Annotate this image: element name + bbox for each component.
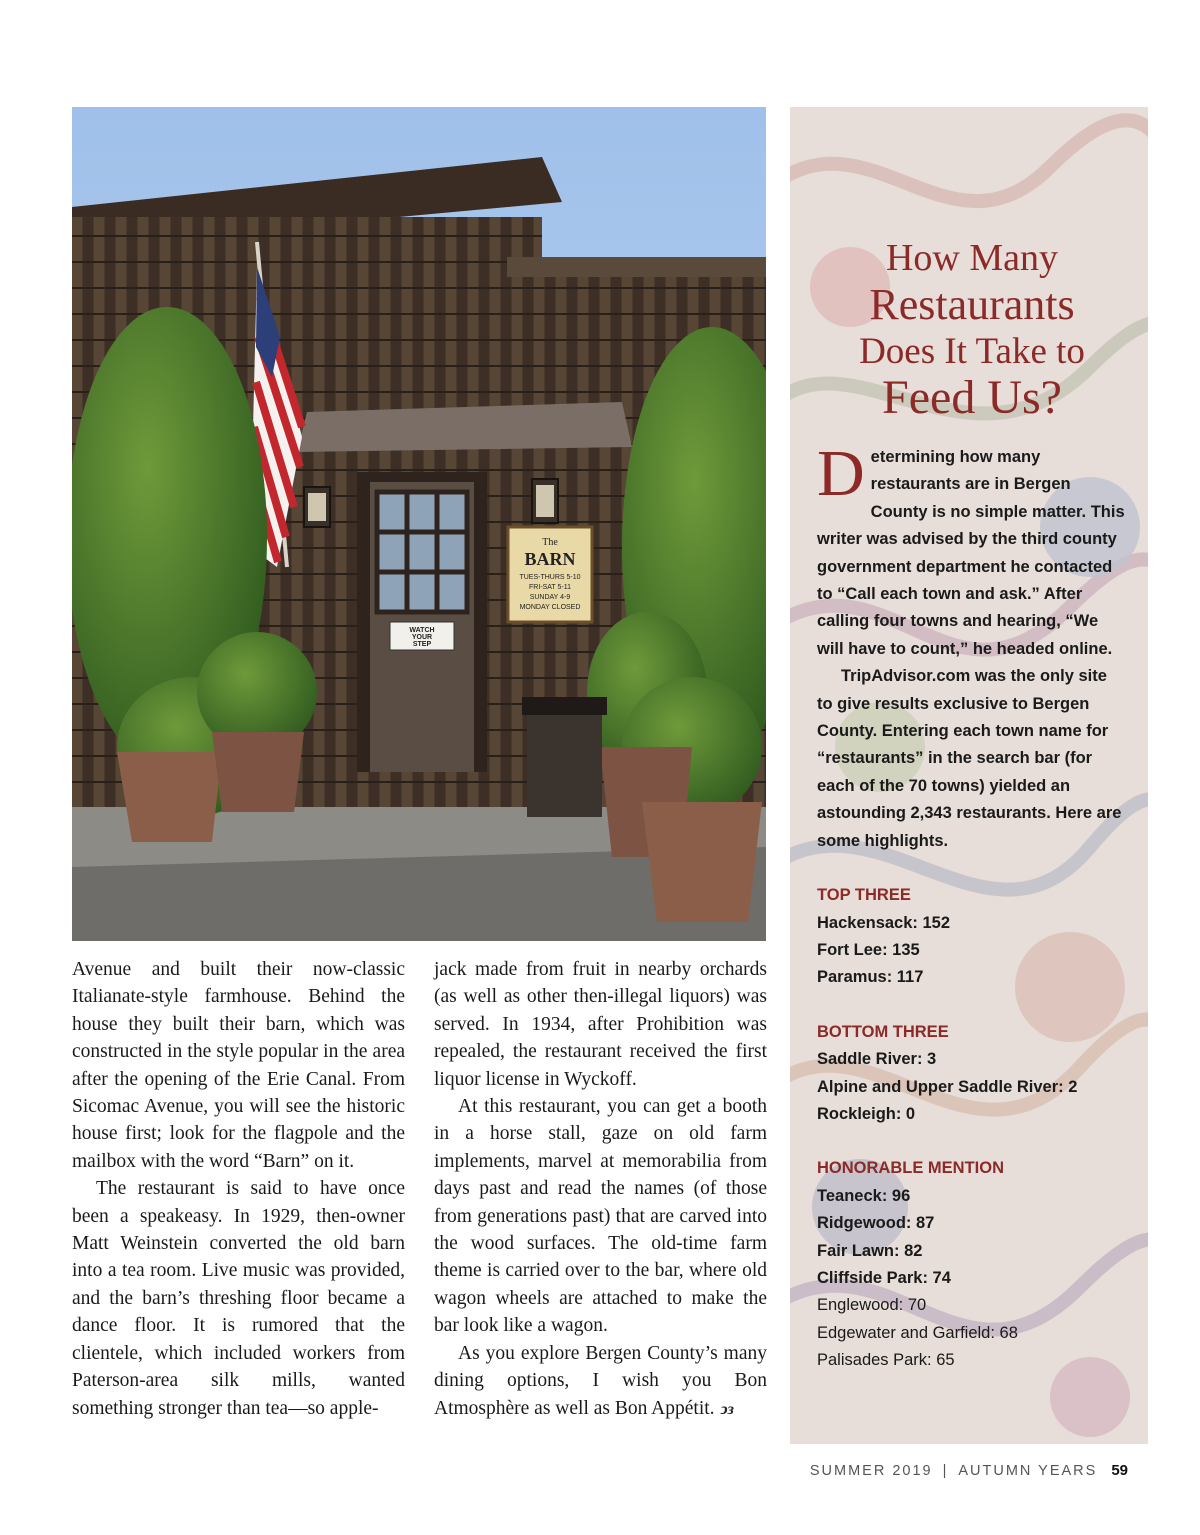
- article-paragraph-final: [434, 1340, 767, 1423]
- page-number: 59: [1111, 1462, 1128, 1479]
- barn-sign-hours-2: FRI-SAT 5-11: [528, 584, 572, 591]
- list-item: Paramus: 117: [817, 968, 924, 987]
- list-item: Rockleigh: 0: [817, 1104, 916, 1123]
- sidebar-content: [817, 107, 1127, 1375]
- article-column-left: [72, 956, 405, 1422]
- intro-paragraph-2: TripAdvisor.com was the only site to give results exclusive to Bergen County. Entering each town name for “restaurants” in the search bar (for each of the 70 towns) yielded an astounding 2,343 restaurants. Here are some highlights.: [817, 667, 1122, 850]
- closing-text: As you explore Bergen County’s many dining options, I wish you Bon Atmosphère as well as Bon Appétit.: [434, 1342, 767, 1419]
- barn-sign-hours-1: TUES-THURS 5-10: [519, 574, 581, 581]
- restaurant-photo: [72, 107, 766, 941]
- barn-sign-hours-4: MONDAY CLOSED: [519, 604, 581, 611]
- article-paragraph: At this restaurant, you can get a booth in a horse stall, gaze on old farm implements, marvel at memorabilia from days past and read the names (of those from generations past) that are carved into the wood surfaces. The old-time farm theme is carried over to the bar, where old wagon wheels are attached to make the bar look like a wagon.: [434, 1096, 767, 1337]
- list-item: Saddle River: 3: [817, 1050, 937, 1069]
- list-item: Ridgewood: 87: [817, 1214, 935, 1233]
- list-item: Cliffside Park: 74: [817, 1268, 951, 1287]
- intro-paragraph-1: [817, 437, 1127, 663]
- magazine-name: AUTUMN YEARS: [958, 1463, 1098, 1479]
- list-item: Teaneck: 96: [817, 1186, 911, 1205]
- door-sign-text-3: STEP: [412, 641, 432, 648]
- section-heading: BOTTOM THREE: [817, 1022, 949, 1041]
- barn-sign-name: BARN: [524, 549, 576, 569]
- list-item: Fort Lee: 135: [817, 940, 920, 959]
- list-item: Alpine and Upper Saddle River: 2: [817, 1077, 1078, 1096]
- sidebar-headline: [817, 239, 1127, 422]
- section-heading: HONORABLE MENTION: [817, 1159, 1004, 1178]
- door-sign-text-2: YOUR: [411, 634, 433, 641]
- article-column-right: [434, 956, 767, 1423]
- page-footer: [810, 1462, 1128, 1479]
- headline-line-4: Feed Us?: [882, 371, 1062, 424]
- headline-line-3: Does It Take to: [859, 331, 1085, 372]
- restaurant-count-sidebar: [790, 107, 1148, 1444]
- bottom-three-section: [817, 1019, 1127, 1129]
- list-item: Englewood: 70: [817, 1296, 927, 1315]
- article-paragraph: Avenue and built their now-classic Italianate-style farmhouse. Behind the house they built their barn, which was constructed in the style popular in the area after the opening of the Erie Canal. From Sicomac Avenue, you will see the historic house first; look for the flagpole and the mailbox with the word “Barn” on it.: [72, 959, 405, 1172]
- list-item: Hackensack: 152: [817, 913, 951, 932]
- headline-line-1: How Many: [885, 237, 1059, 279]
- list-item: Edgewater and Garfield: 68: [817, 1323, 1018, 1342]
- honorable-mention-section: [817, 1155, 1127, 1374]
- barn-photo-illustration: [72, 107, 766, 941]
- list-item: Fair Lawn: 82: [817, 1241, 923, 1260]
- end-mark-icon: ↄз: [720, 1400, 734, 1418]
- section-heading: TOP THREE: [817, 886, 911, 905]
- issue-label: SUMMER 2019: [809, 1463, 933, 1479]
- article-paragraph: The restaurant is said to have once been a speakeasy. In 1929, then-owner Matt Weinstein converted the old barn into a tea room. Live music was provided, and the barn’s threshing floor became a dance floor. It is rumored that the clientele, which included workers from Paterson-area silk mills, wanted something stronger than tea—so apple-: [72, 1178, 405, 1419]
- barn-sign-the: The: [542, 537, 558, 548]
- door-sign-text-1: WATCH: [409, 627, 435, 634]
- sidebar-intro: [817, 437, 1127, 855]
- drop-cap: D: [817, 437, 865, 510]
- headline-line-2: Restaurants: [869, 280, 1075, 329]
- intro-text: etermining how many restaurants are in Bergen County is no simple matter. This writer was advised by the third county government department he contacted to “Call each town and ask.” After calling four towns and hearing, “We will have to count,” he headed online.: [817, 448, 1125, 658]
- article-paragraph: jack made from fruit in nearby orchards (as well as other then-illegal liquors) was served. In 1934, after Prohibition was repealed, the restaurant received the first liquor license in Wyckoff.: [434, 959, 767, 1090]
- top-three-section: [817, 882, 1127, 992]
- footer-separator: |: [942, 1463, 949, 1479]
- barn-sign-hours-3: SUNDAY 4-9: [529, 594, 571, 601]
- list-item: Palisades Park: 65: [817, 1351, 955, 1370]
